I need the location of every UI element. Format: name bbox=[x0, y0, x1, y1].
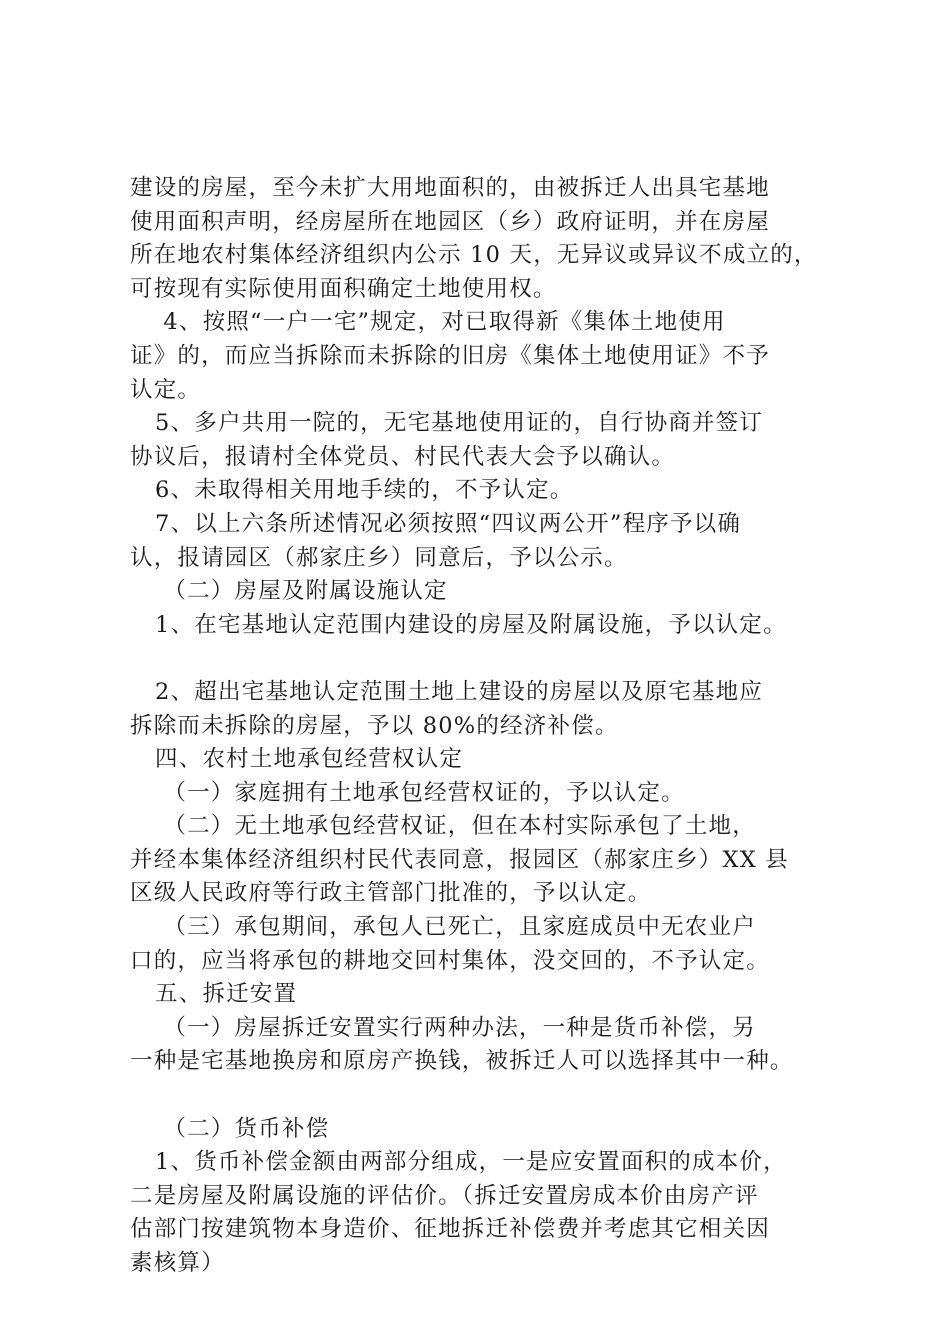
text-line: 1、在宅基地认定范围内建设的房屋及附属设施，予以认定。 bbox=[130, 611, 787, 638]
text-line: 7、以上六条所述情况必须按照“四议两公开”程序予以确 bbox=[130, 510, 742, 537]
text-line: 证》的，而应当拆除而未拆除的旧房《集体土地使用证》不予 bbox=[130, 342, 770, 369]
text-line: 素核算） bbox=[130, 1250, 225, 1276]
text-line: 2、超出宅基地认定范围土地上建设的房屋以及原宅基地应 bbox=[130, 678, 764, 705]
text-line: （二）货币补偿 bbox=[130, 1115, 330, 1142]
text-line: 五、拆迁安置 bbox=[130, 981, 298, 1008]
text-line: （一）房屋拆迁安置实行两种办法，一种是货币补偿，另 bbox=[130, 1014, 756, 1041]
text-line: 6、未取得相关用地手续的，不予认定。 bbox=[130, 477, 574, 504]
text-line: 估部门按建筑物本身造价、征地拆迁补偿费并考虑其它相关因 bbox=[130, 1216, 770, 1243]
text-line: 口的，应当将承包的耕地交回村集体，没交回的，不予认定。 bbox=[130, 947, 770, 974]
blank-line bbox=[130, 642, 850, 676]
text-line: 一种是宅基地换房和原房产换钱，被拆迁人可以选择其中一种。 bbox=[130, 1048, 794, 1075]
text-line: 区级人民政府等行政主管部门批准的，予以认定。 bbox=[130, 880, 652, 907]
text-line: 建设的房屋，至今未扩大用地面积的，由被拆迁人出具宅基地 bbox=[130, 175, 770, 201]
blank-line bbox=[130, 1079, 850, 1113]
text-line: 使用面积声明，经房屋所在地园区（乡）政府证明，并在房屋 bbox=[130, 208, 770, 235]
text-line: （三）承包期间，承包人已死亡，且家庭成员中无农业户 bbox=[130, 914, 756, 941]
text-line: 所在地农村集体经济组织内公示 10 天，无异议或异议不成立的， bbox=[130, 242, 818, 269]
text-line: 认，报请园区（郝家庄乡）同意后，予以公示。 bbox=[130, 544, 628, 571]
text-line: 二是房屋及附属设施的评估价。（拆迁安置房成本价由房产评 bbox=[130, 1182, 759, 1209]
text-line: 并经本集体经济组织村民代表同意，报园区（郝家庄乡）XX 县 bbox=[130, 846, 789, 873]
text-line: （二）房屋及附属设施认定 bbox=[130, 578, 448, 605]
text-line: 认定。 bbox=[130, 376, 202, 403]
text-line: （一）家庭拥有土地承包经营权证的，予以认定。 bbox=[130, 779, 685, 806]
document-body bbox=[130, 172, 850, 1281]
text-line: 4、按照“一户一宅”规定，对已取得新《集体土地使用 bbox=[130, 309, 726, 336]
text-line: （二）无土地承包经营权证，但在本村实际承包了土地， bbox=[130, 813, 756, 840]
text-line: 四、农村土地承包经营权认定 bbox=[130, 746, 464, 773]
text-line: 1、货币补偿金额由两部分组成，一是应安置面积的成本价， bbox=[130, 1149, 787, 1176]
text-line: 5、多户共用一院的，无宅基地使用证的，自行协商并签订 bbox=[130, 410, 764, 437]
text-line: 可按现有实际使用面积确定土地使用权。 bbox=[130, 275, 557, 302]
text-line: 协议后，报请村全体党员、村民代表大会予以确认。 bbox=[130, 443, 676, 470]
text-line: 拆除而未拆除的房屋，予以 80%的经济补偿。 bbox=[130, 712, 619, 739]
